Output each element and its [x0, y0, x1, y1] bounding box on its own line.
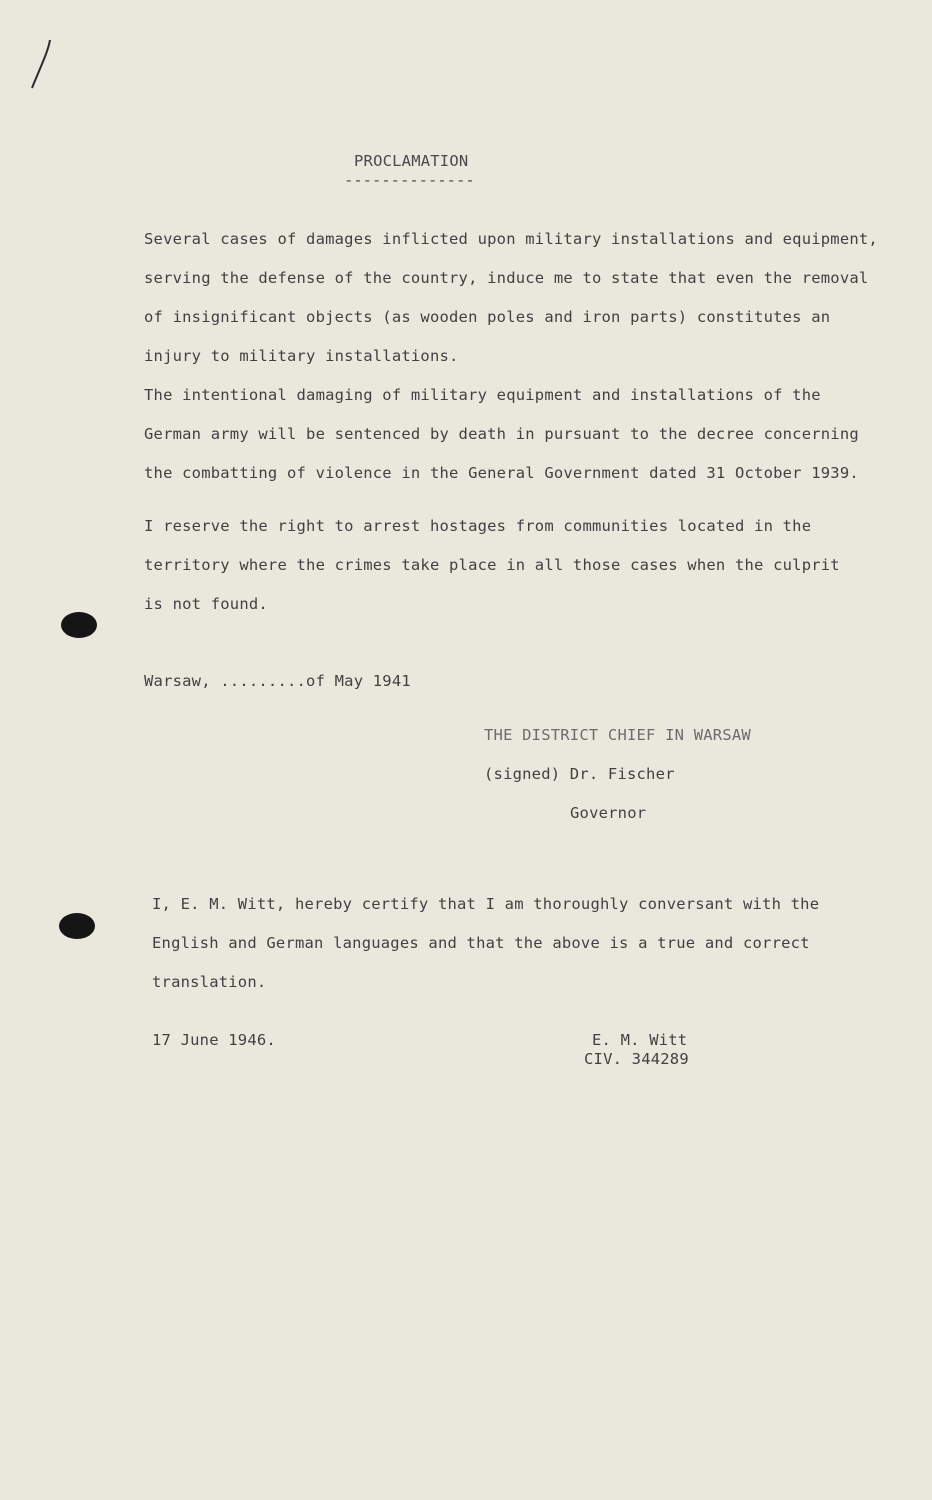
dateline: Warsaw, .........of May 1941	[144, 672, 411, 690]
body-line-5: The intentional damaging of military equipment and installations of the	[144, 386, 821, 404]
body-line-10: is not found.	[144, 595, 268, 613]
translator-id: CIV. 344289	[584, 1050, 689, 1068]
body-line-9: territory where the crimes take place in all those cases when the culprit	[144, 556, 840, 574]
body-line-1: Several cases of damages inflicted upon military installations and equipment,	[144, 230, 878, 248]
body-line-4: injury to military installations.	[144, 347, 459, 365]
body-line-7: the combatting of violence in the General Government dated 31 October 1939.	[144, 464, 859, 482]
title-underline: --------------	[344, 171, 475, 189]
certification-line-3: translation.	[152, 973, 267, 991]
punch-hole-lower	[59, 913, 95, 939]
certification-line-1: I, E. M. Witt, hereby certify that I am thoroughly conversant with the	[152, 895, 820, 913]
signature-title: Governor	[570, 804, 647, 822]
certification-line-2: English and German languages and that the above is a true and correct	[152, 934, 810, 952]
signature-signed: (signed) Dr. Fischer	[484, 765, 675, 783]
body-line-6: German army will be sentenced by death in pursuant to the decree concerning	[144, 425, 859, 443]
body-line-2: serving the defense of the country, induce me to state that even the removal	[144, 269, 869, 287]
punch-hole-upper	[61, 612, 97, 638]
proclamation-title: PROCLAMATION	[354, 152, 469, 170]
translator-name: E. M. Witt	[592, 1031, 688, 1049]
pencil-check-mark	[26, 38, 56, 90]
certification-date: 17 June 1946.	[152, 1031, 276, 1049]
body-line-8: I reserve the right to arrest hostages from communities located in the	[144, 517, 812, 535]
signature-office: THE DISTRICT CHIEF IN WARSAW	[484, 726, 751, 744]
body-line-3: of insignificant objects (as wooden poles and iron parts) constitutes an	[144, 308, 831, 326]
